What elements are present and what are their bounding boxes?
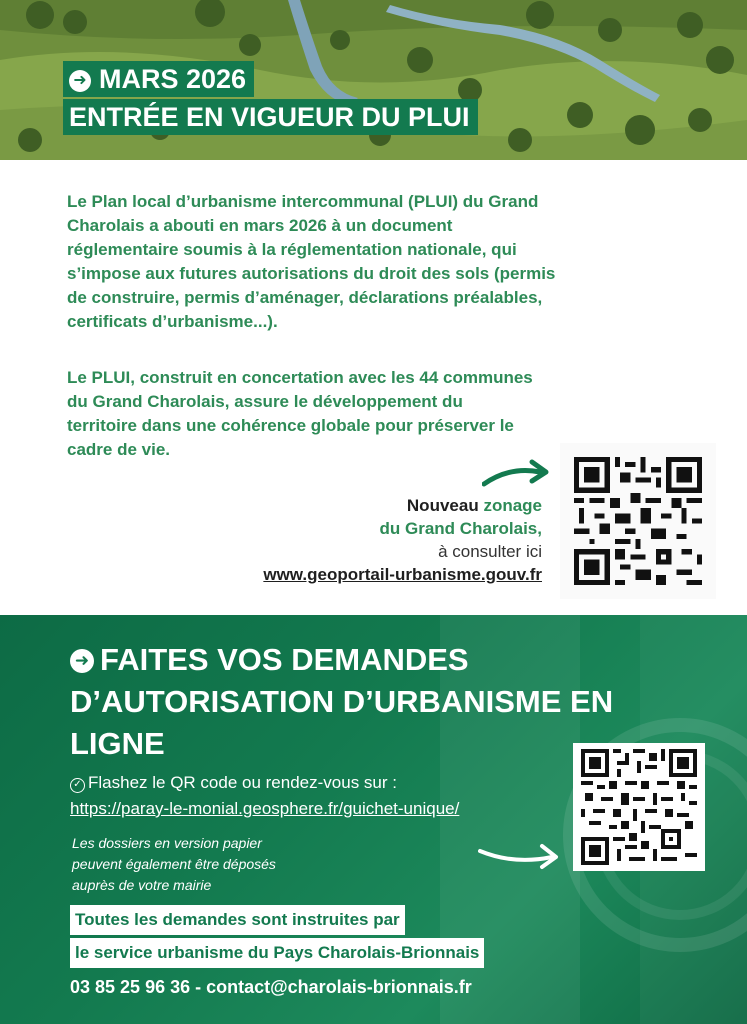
check-circle-icon: ✓ xyxy=(70,778,85,793)
hero-title-line2: ENTRÉE EN VIGUEUR DU PLUI xyxy=(63,99,478,135)
online-requests-section xyxy=(0,615,747,1024)
paper-note-line3: auprès de votre mairie xyxy=(72,877,212,893)
hero-title-date: MARS 2026 xyxy=(99,64,247,94)
curved-arrow-icon xyxy=(478,837,562,873)
paper-note-line2: peuvent également être déposés xyxy=(72,856,276,872)
intro-paragraph-1: Le Plan local d’urbanisme intercommunal (PLUI) du Grand Charolais a abouti en mars 2026 à un document réglementaire soumis à la réglementation nationale, qui s’impose aux futures autorisations du droit des sols (permis de construire, permis d’aménager, déclarations préalables, certificats d’urbanisme...). xyxy=(67,192,556,331)
hero-title-line1 xyxy=(63,61,254,97)
arrow-right-circle-icon: ➜ xyxy=(69,70,91,92)
zonage-line3: à consulter ici xyxy=(438,542,542,561)
online-title-text: FAITES VOS DEMANDES D’AUTORISATION D’URBANISME EN LIGNE xyxy=(70,642,614,761)
zonage-line2: du Grand Charolais, xyxy=(379,519,542,538)
zonage-accent: zonage xyxy=(483,496,542,515)
qr-code-guichet[interactable] xyxy=(573,743,705,871)
online-title xyxy=(70,639,630,765)
qr-code-icon xyxy=(574,457,702,585)
paper-note-line1: Les dossiers en version papier xyxy=(72,835,262,851)
hero-title-block xyxy=(63,61,478,135)
zonage-block xyxy=(263,494,542,586)
zonage-line1 xyxy=(263,494,542,517)
geoportail-link[interactable]: www.geoportail-urbanisme.gouv.fr xyxy=(263,565,542,584)
flash-instruction xyxy=(70,771,397,795)
paper-note xyxy=(72,833,276,896)
instruction-banner xyxy=(70,905,484,968)
arrow-right-circle-icon: ➜ xyxy=(70,649,94,673)
zonage-prefix: Nouveau xyxy=(406,496,484,515)
intro-section xyxy=(0,160,747,615)
curved-arrow-icon xyxy=(482,458,550,492)
contact-info[interactable]: 03 85 25 96 36 - contact@charolais-brionnais.fr xyxy=(70,977,472,997)
guichet-unique-link[interactable]: https://paray-le-monial.geosphere.fr/guichet-unique/ xyxy=(70,799,460,818)
qr-code-icon xyxy=(581,749,697,865)
instruction-line1: Toutes les demandes sont instruites par xyxy=(70,905,405,935)
intro-paragraph-2: Le PLUI, construit en concertation avec les 44 communes du Grand Charolais, assure le développement du territoire dans une cohérence globale pour préserver le cadre de vie. xyxy=(67,368,533,459)
qr-code-zonage[interactable] xyxy=(560,443,716,599)
instruction-line2: le service urbanisme du Pays Charolais-Brionnais xyxy=(70,938,484,968)
flash-text: Flashez le QR code ou rendez-vous sur : xyxy=(88,773,397,792)
landscape-photo xyxy=(0,0,747,160)
